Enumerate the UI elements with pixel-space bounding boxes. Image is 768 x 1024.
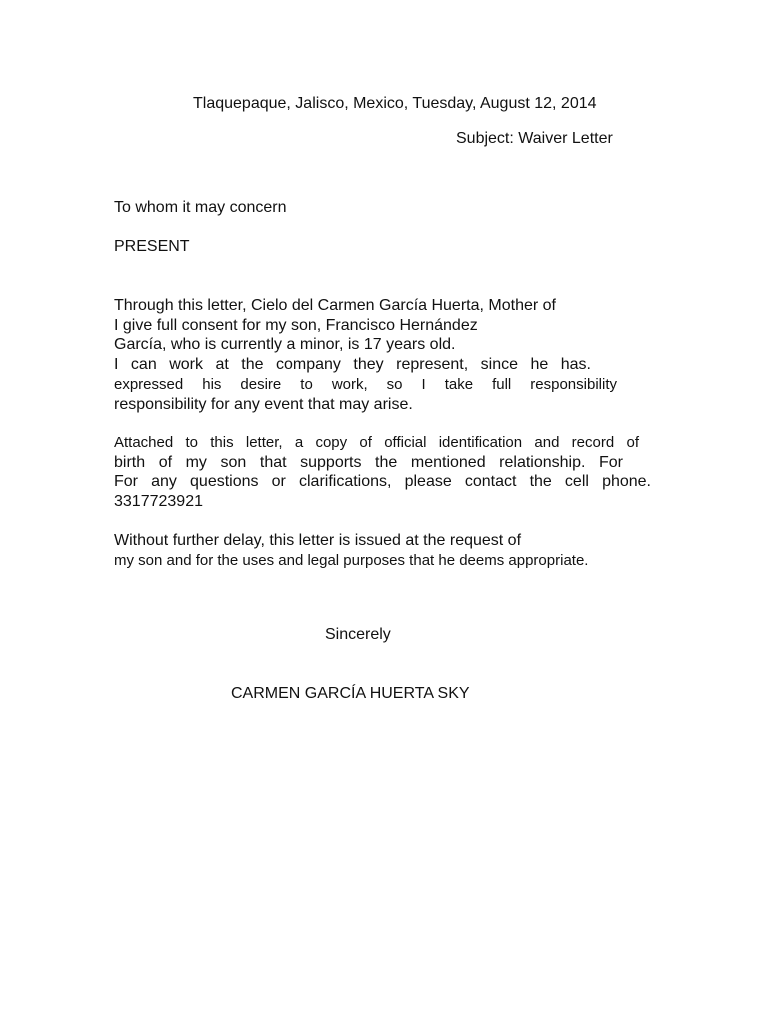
paragraph-line: Attached to this letter, a copy of official identification and record of bbox=[114, 434, 639, 451]
paragraph-line: Through this letter, Cielo del Carmen García Huerta, Mother of bbox=[114, 297, 556, 314]
signature-name: CARMEN GARCÍA HUERTA SKY bbox=[231, 685, 470, 702]
subject-line: Subject: Waiver Letter bbox=[456, 130, 613, 147]
paragraph-line: For any questions or clarifications, please contact the cell phone. bbox=[114, 473, 651, 490]
valediction: Sincerely bbox=[325, 626, 391, 643]
paragraph-line: expressed his desire to work, so I take full responsibility bbox=[114, 376, 617, 393]
phone-number: 3317723921 bbox=[114, 493, 203, 510]
salutation-greeting: To whom it may concern bbox=[114, 199, 287, 216]
paragraph-line: responsibility for any event that may arise. bbox=[114, 396, 413, 413]
paragraph-line: I can work at the company they represent, since he has. bbox=[114, 356, 591, 373]
paragraph-line: I give full consent for my son, Francisco Hernández bbox=[114, 317, 478, 334]
paragraph-line: my son and for the uses and legal purposes that he deems appropriate. bbox=[114, 552, 589, 569]
paragraph-line: Without further delay, this letter is issued at the request of bbox=[114, 532, 522, 549]
paragraph-line: birth of my son that supports the mentioned relationship. For bbox=[114, 454, 623, 471]
salutation-present: PRESENT bbox=[114, 238, 190, 255]
place-date: Tlaquepaque, Jalisco, Mexico, Tuesday, August 12, 2014 bbox=[193, 95, 597, 112]
paragraph-line: García, who is currently a minor, is 17 years old. bbox=[114, 336, 456, 353]
